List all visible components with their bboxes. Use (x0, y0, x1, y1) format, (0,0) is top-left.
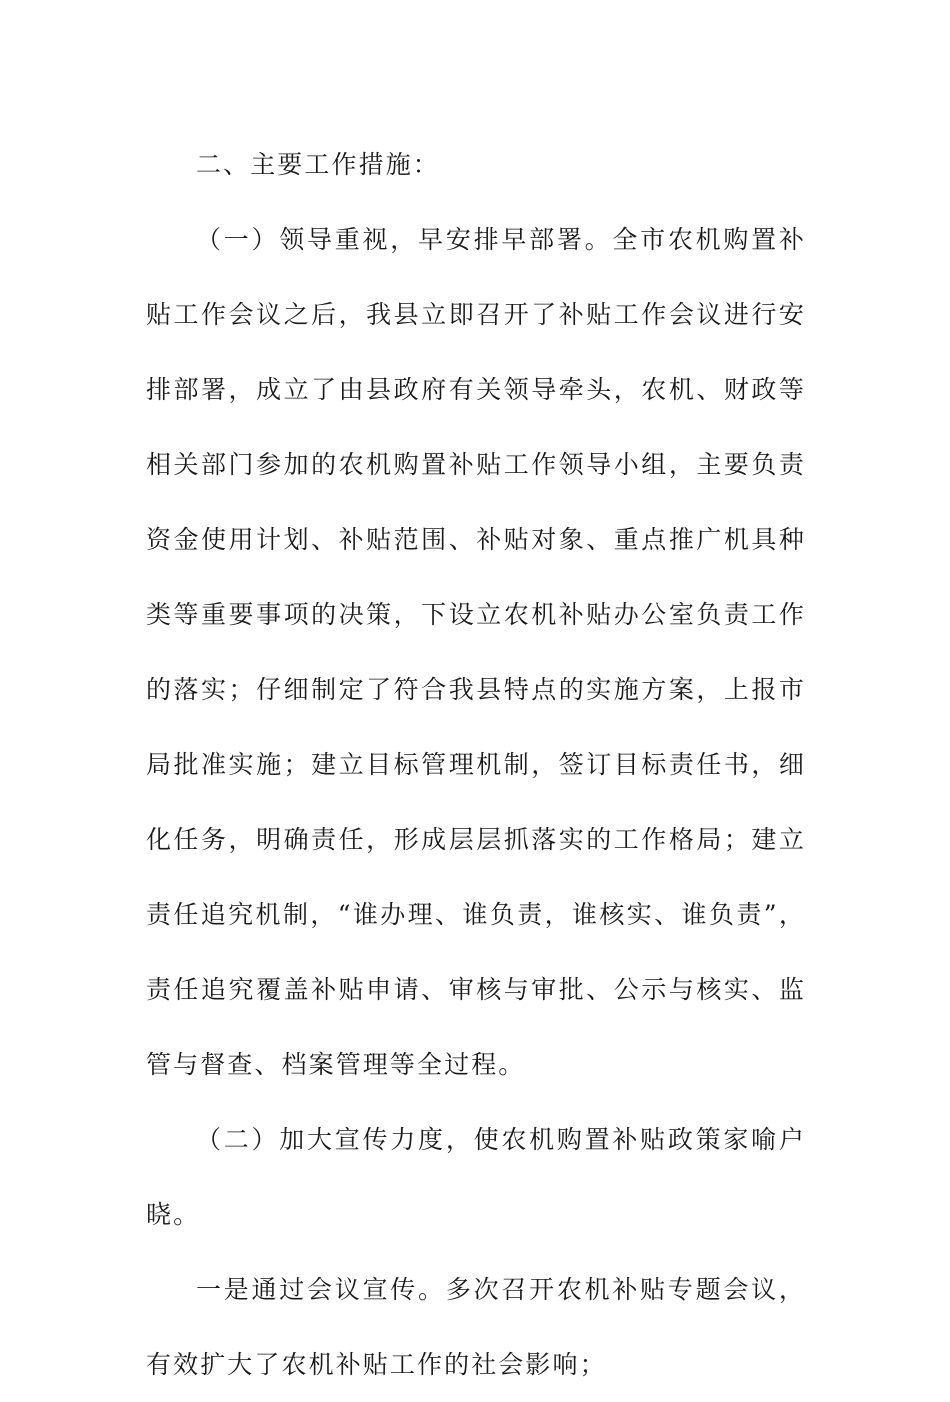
paragraph-publicity: （二）加大宣传力度，使农机购置补贴政策家喻户晓。 (146, 1125, 806, 1229)
paragraph-leadership: （一）领导重视，早安排早部署。全市农机购置补贴工作会议之后，我县立即召开了补贴工作会议进行安排部署，成立了由县政府有关领导牵头，农机、财政等相关部门参加的农机购置补贴工作领导小组，主要负责资金使用计划、补贴范围、补贴对象、重点推广机具种类等重要事项的决策，下设立农机补贴办公室负责工作的落实；仔细制定了符合我县特点的实施方案，上报市局批准实施；建立目标管理机制，签订目标责任书，细化任务，明确责任，形成层层抓落实的工作格局；建立责任追究机制，“谁办理、谁负责，谁核实、谁负责”，责任追究覆盖补贴申请、审核与审批、公示与核实、监管与督查、档案管理等全过程。 (146, 225, 806, 1079)
document-body (146, 127, 806, 1402)
section-heading: 二、主要工作措施： (196, 150, 440, 179)
paragraph-meetings: 一是通过会议宣传。多次召开农机补贴专题会议，有效扩大了农机补贴工作的社会影响； (146, 1275, 806, 1379)
